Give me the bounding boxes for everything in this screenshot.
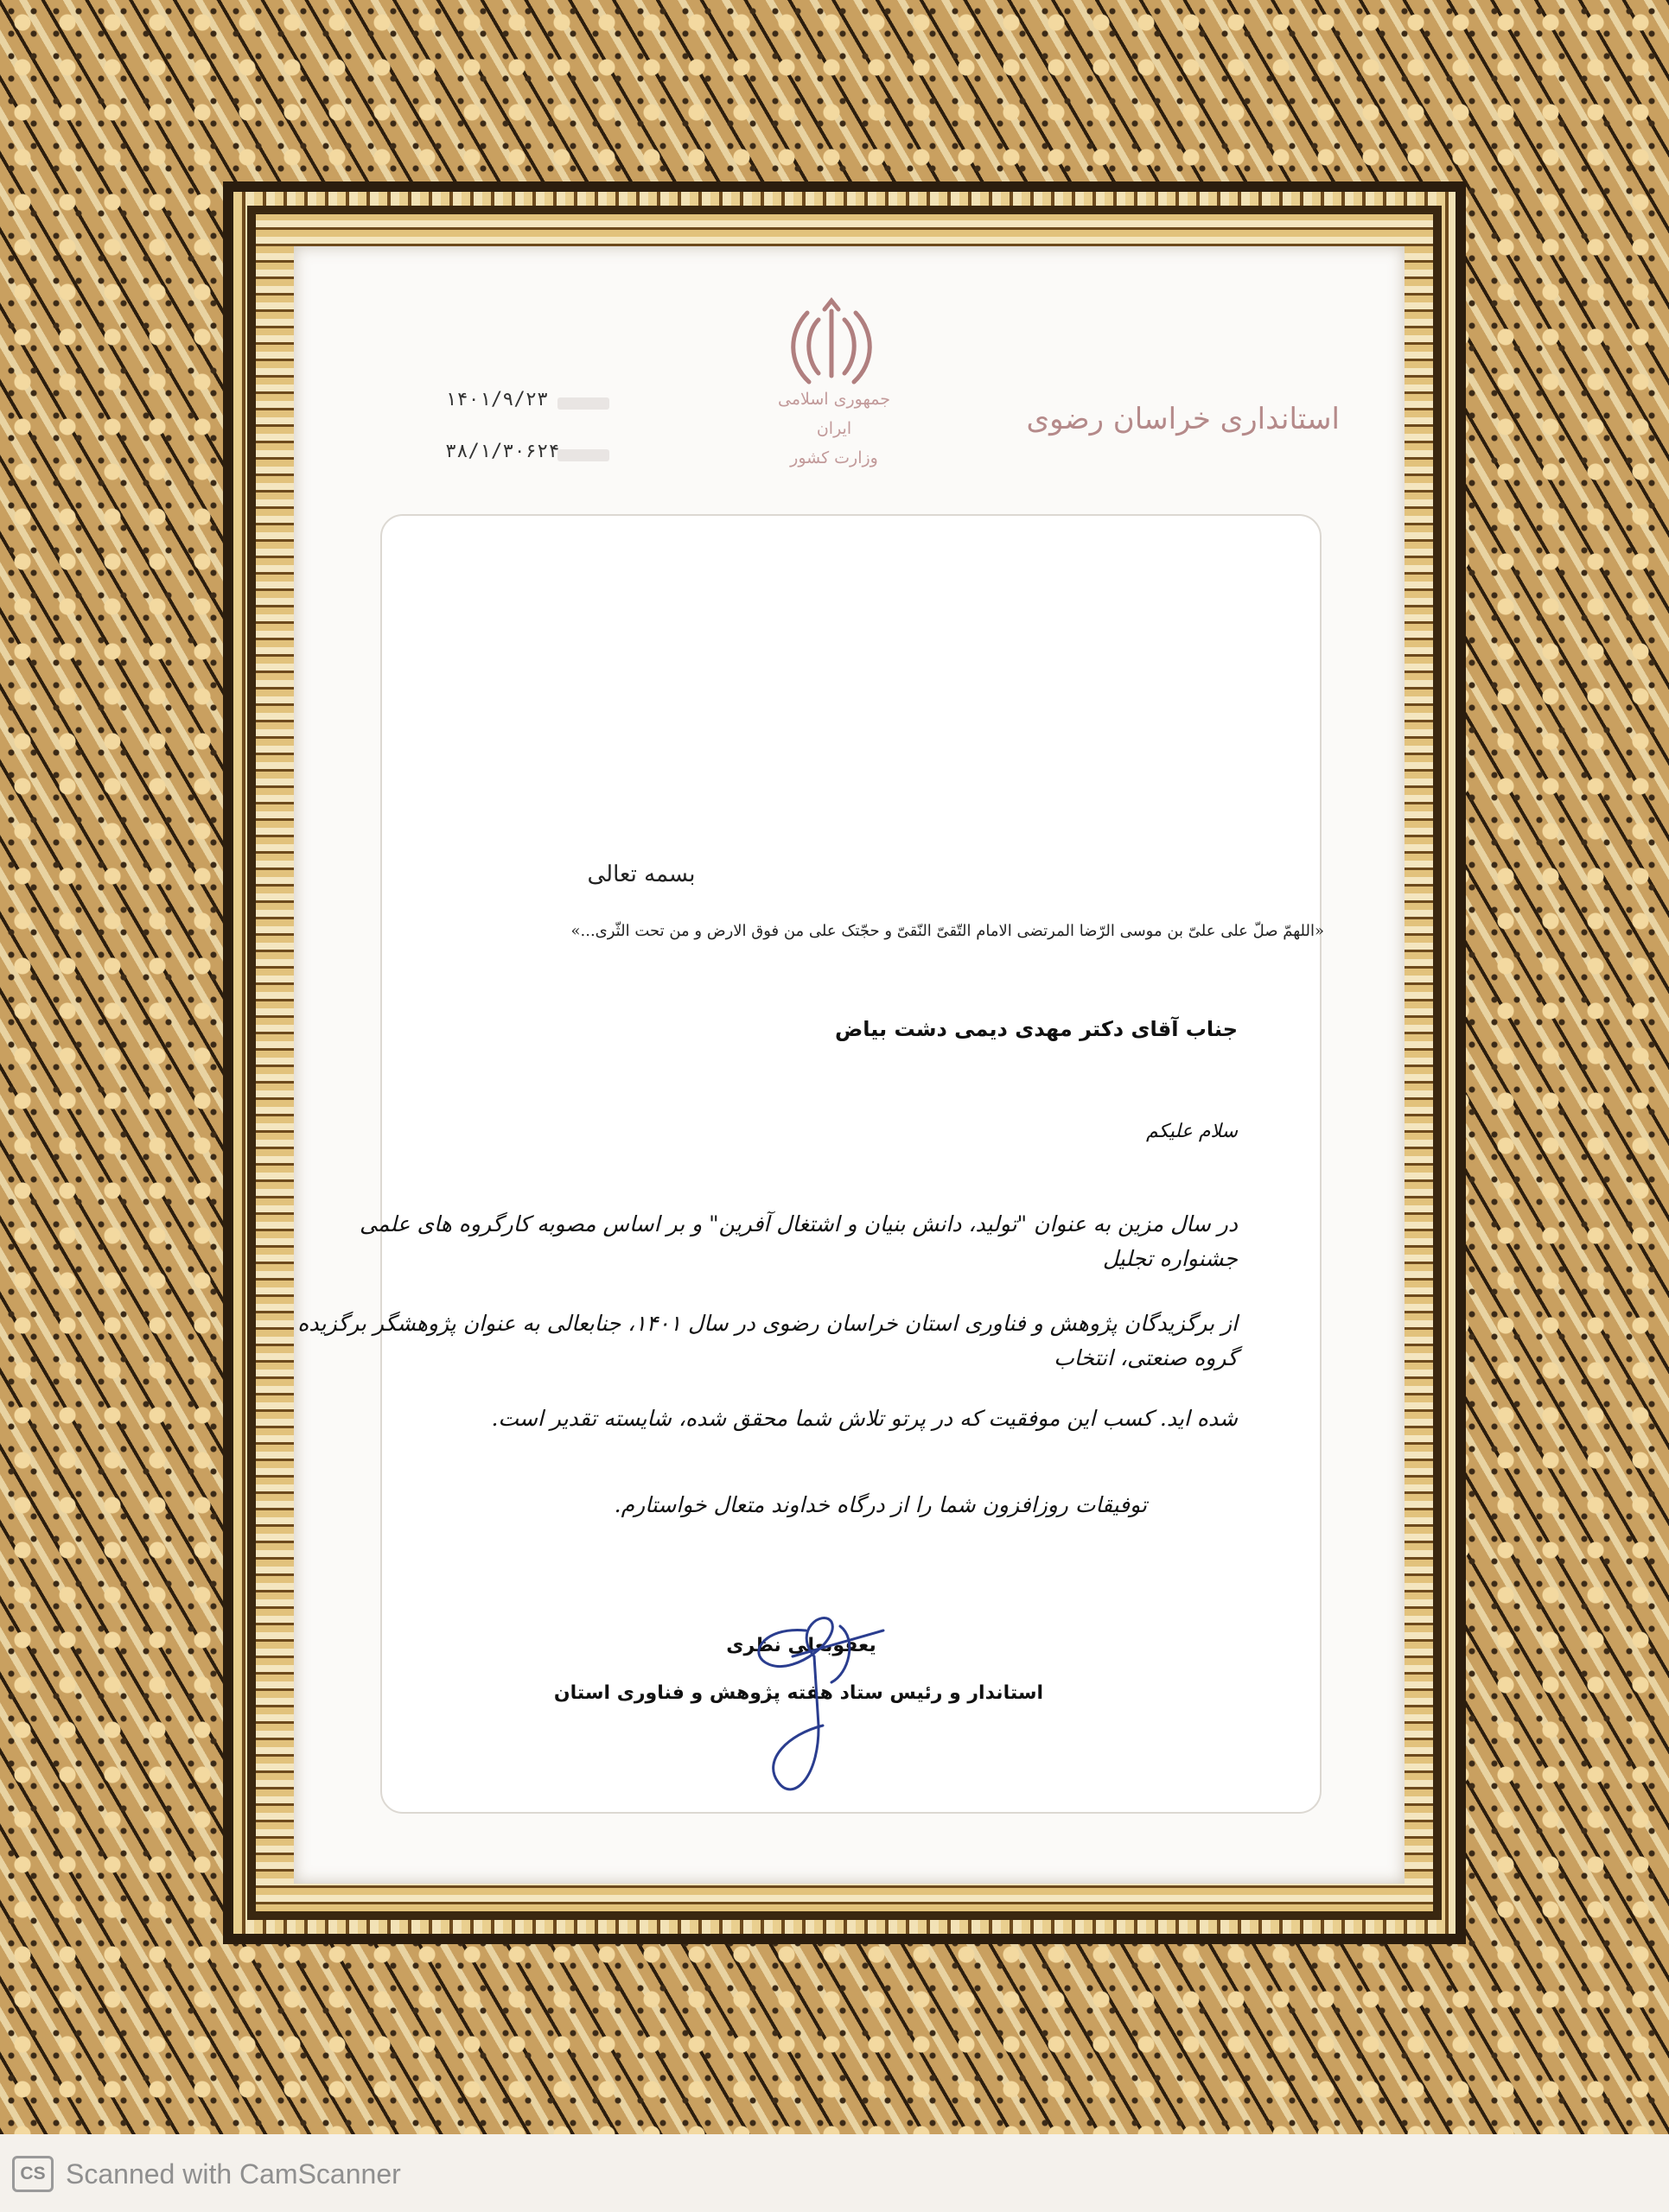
body-paragraph-line: شده اید. کسب این موفقیت که در پرتو تلاش شما محقق شده، شایسته تقدیر است. — [491, 1406, 1238, 1431]
invocation: بسمه تعالی — [587, 861, 696, 887]
handwritten-signature — [710, 1605, 935, 1829]
greeting: سلام علیکم — [1145, 1121, 1238, 1142]
scanner-footer — [0, 2134, 1669, 2212]
camscanner-watermark-text: Scanned with CamScanner — [66, 2158, 401, 2190]
reference-number: ۳۸/۱/۳۰۶۲۴ — [445, 441, 560, 462]
letter-body-card — [297, 514, 1324, 1814]
iran-emblem-icon — [780, 294, 883, 397]
camscanner-logo-icon: CS — [12, 2156, 54, 2192]
recipient-line: جناب آقای دکتر مهدی دیمی دشت بیاض — [835, 1017, 1238, 1041]
religious-verse: «اللهمّ صلّ علی علیّ بن موسی الرّضا المرتضی الامام التّقیّ النّقیّ و حجّتک علی من فوق الارض و من تحت الثّری...» — [570, 922, 1324, 940]
ministry-label: جمهوری اسلامی ایران وزارت کشور — [778, 390, 890, 467]
number-label-mark — [557, 449, 609, 461]
office-title: استانداری خراسان رضوی — [1026, 402, 1340, 436]
letter-paper — [294, 246, 1405, 1884]
date-label-mark — [557, 397, 609, 410]
letter-date: ۱۴۰۱/۹/۲۳ — [445, 389, 549, 410]
body-paragraph-line: از برگزیدگان پژوهش و فناوری استان خراسان رضوی در سال ۱۴۰۱، جنابعالی به عنوان پژوهشگر برگزیده گروه صنعتی، انتخاب — [297, 1311, 1238, 1370]
closing-line: توفیقات روزافزون شما را از درگاه خداوند متعال خواستارم. — [614, 1492, 1147, 1517]
signer-title: استاندار و رئیس ستاد هفته پژوهش و فناوری استان — [553, 1682, 1043, 1704]
body-paragraph-line: در سال مزین به عنوان "تولید، دانش بنیان و اشتغال آفرین" و بر اساس مصوبه کارگروه های علمی جشنواره تجلیل — [360, 1211, 1238, 1271]
signer-name: یعقوبعلی نظری — [726, 1635, 876, 1656]
